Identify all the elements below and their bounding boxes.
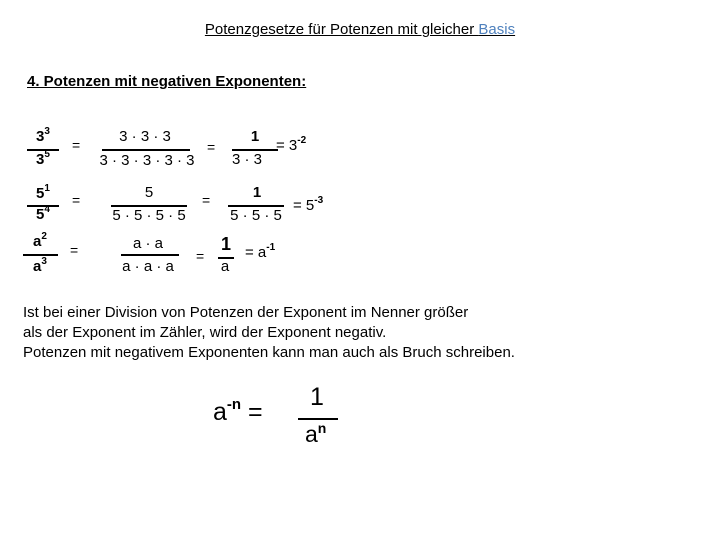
example3-equals-1: = [70,242,79,258]
example1-expanded-numerator: 3 · 3 · 3 [119,128,171,145]
formula-numerator: 1 [310,383,324,411]
example3-expanded-numerator: a · a [132,235,164,252]
formula-denominator: $a^n$ [305,420,327,447]
example1-equals-2: = [207,139,216,155]
example1-expanded-denominator: 3 · 3 · 3 · 3 · 3 [99,152,195,169]
example2-equals-1: = [72,192,81,208]
example2-equals-2: = [202,192,211,208]
explanation-line-1: Ist bei einer Division von Potenzen der Exponent im Nenner größer [23,304,469,321]
title-text: Potenzgesetze für Potenzen mit gleicher [204,21,479,38]
example2-power-denominator: $5^4$ [36,204,50,223]
example2-result: = $5^{-3}$ [293,195,324,214]
explanation-text [23,303,515,363]
example1-power-numerator: $3^3$ [36,126,50,145]
example1-fraction-line-2 [102,149,190,151]
example1-reduced-denominator: 3 · 3 [231,151,263,168]
example3-reduced-numerator: 1 [220,234,232,254]
explanation-line-2: als der Exponent im Zähler, wird der Exponent negativ. [23,324,387,341]
example3-result: = $a^{-1}$ [245,242,276,261]
example3-reduced-denominator: a [220,258,230,275]
example2-expanded-numerator: 5 [144,184,154,201]
example2-reduced-denominator: 5 · 5 · 5 [230,207,282,224]
example1-reduced-numerator: 1 [250,128,260,145]
example1-equals-1: = [72,137,81,153]
example2-power-numerator: $5^1$ [36,183,50,202]
example3-fraction-line-2 [121,254,179,256]
example2-expanded-denominator: 5 · 5 · 5 · 5 [112,207,186,224]
example3-power-denominator: $a^3$ [33,256,47,275]
section-heading: 4. Potenzen mit negativen Exponenten: [27,73,307,90]
page-title [0,21,720,38]
example3-expanded-denominator: a · a · a [122,258,174,275]
example2-reduced-numerator: 1 [252,184,262,201]
explanation-line-3: Potenzen mit negativem Exponenten kann man auch als Bruch schreiben. [23,344,515,361]
example1-power-denominator: $3^5$ [36,149,50,168]
example1-result: = $3^{-2}$ [276,135,307,154]
example3-power-numerator: $a^2$ [33,231,47,250]
title-highlight: Basis [478,21,516,38]
formula-left-side: $a^{-n}$ = [213,396,263,426]
example3-equals-2: = [196,248,205,264]
